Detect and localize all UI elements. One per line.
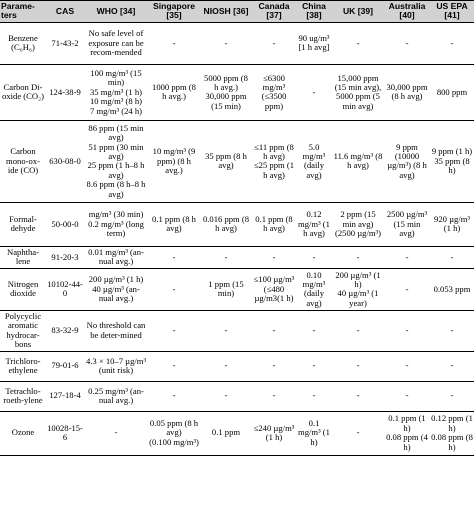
table-cell: 15,000 ppm (15 min avg), 5000 ppm (5 min avg) — [334, 72, 382, 111]
table-cell: - — [272, 325, 276, 336]
table-cell: 0.053 ppm — [433, 283, 471, 294]
table-cell: 90 ug/m³ [1 h avg] — [298, 32, 330, 53]
table-cell: 5.0 mg/m³ (daily avg) — [302, 141, 326, 180]
table-row — [0, 64, 474, 120]
table-row — [0, 381, 474, 411]
column-header: Australia [40] — [384, 1, 430, 23]
table-row — [0, 246, 474, 268]
table-cell: 127-18-4 — [49, 390, 81, 401]
table-cell: - — [405, 390, 409, 401]
table-cell: - — [172, 360, 176, 371]
table-cell: 0.12 ppm (1 h) 0.08 ppm (8 h) — [431, 413, 473, 452]
table-row — [0, 268, 474, 310]
table-row — [0, 202, 474, 246]
table-cell: - — [172, 325, 176, 336]
column-header: UK [39] — [332, 1, 384, 23]
table-cell: - — [272, 251, 276, 262]
table-cell: 1 ppm (15 min) — [208, 278, 244, 299]
table-cell: 83-32-9 — [51, 325, 79, 336]
table-cell: - — [356, 360, 360, 371]
table-cell: - — [450, 360, 454, 371]
table-cell: 1000 ppm (8 h avg.) — [152, 81, 196, 102]
table-cell: - — [356, 37, 360, 48]
table-cell: - — [312, 251, 316, 262]
table-cell: - — [224, 37, 228, 48]
table-cell: - — [450, 251, 454, 262]
parameter-cell: Carbon Di-oxide (CO₂) — [2, 81, 44, 102]
column-header: US EPA [41] — [430, 1, 474, 23]
table-cell: - — [405, 360, 409, 371]
table-cell: 0.10 mg/m³ (daily avg) — [302, 269, 326, 308]
parameter-cell: Trichloro-ethylene — [5, 355, 41, 376]
table-cell: - — [405, 37, 409, 48]
column-header: Singapore [35] — [148, 1, 200, 23]
table-cell: 86 ppm (15 min avg) 51 ppm (30 min avg) 25 ppm (1 h–8 h avg) 8.6 ppm (8 h–8 h avg) — [86, 122, 146, 199]
parameter-cell: Formal-dehyde — [9, 213, 37, 234]
table-cell: 91-20-3 — [51, 251, 79, 262]
table-cell: - — [172, 37, 176, 48]
parameter-cell: Tetrachlo-roeth-ylene — [3, 385, 43, 406]
table-cell: 10 mg/m³ (9 ppm) (8 h avg.) — [152, 146, 196, 176]
table-cell: 200 µg/m³ (1 h) 40 µg/m³ (an-nual avg.) — [88, 274, 144, 304]
table-cell: 0.25 mg/m³ (an-nual avg.) — [88, 385, 144, 406]
table-cell: 9 ppm (1 h) 35 ppm (8 h) — [431, 146, 473, 176]
parameter-cell: Carbon mono-ox-ide (CO) — [6, 146, 40, 176]
table-cell: - — [356, 325, 360, 336]
table-cell: 0.1 ppm (8 h avg) — [255, 213, 293, 234]
table-row — [0, 22, 474, 64]
table-cell: - — [356, 390, 360, 401]
table-cell: 0.05 ppm (8 h avg) (0.100 mg/m³) — [149, 418, 199, 447]
table-cell: 0.1 ppm (8 h avg) — [152, 213, 196, 234]
table-cell: 79-01-6 — [51, 360, 79, 371]
table-row — [0, 411, 474, 455]
table-cell: 800 ppm — [436, 86, 468, 97]
table-cell: No threshold can be deter-mined — [86, 320, 146, 340]
table-cell: - — [450, 37, 454, 48]
table-cell: 71-43-2 — [51, 37, 79, 48]
table-cell: 10028-15-6 — [47, 422, 83, 443]
table-cell: 4.3 × 10–7 µg/m³ (unit risk) — [85, 355, 147, 376]
table-cell: 124-38-9 — [49, 86, 81, 97]
table-cell: No safe level of exposure can be recom-mended — [88, 28, 144, 58]
table-cell: 0.01 mg/m³ (an-nual avg.) — [88, 246, 144, 267]
table-cell: - — [312, 86, 316, 97]
table-cell: 5000 ppm (8 h avg.) 30,000 ppm (15 min) — [204, 72, 248, 111]
table-cell: 35 ppm (8 h avg) — [205, 150, 247, 171]
table-cell: - — [224, 390, 228, 401]
table-cell: mg/m³ (30 min) 0.2 mg/m³ (long term) — [88, 209, 144, 239]
table-cell: 0.016 ppm (8 h avg) — [202, 213, 250, 234]
column-header: Parame- ters — [0, 1, 46, 23]
table-cell: - — [224, 360, 228, 371]
table-cell: - — [450, 390, 454, 401]
table-cell: 0.1 ppm — [211, 427, 241, 438]
table-cell: 50-00-0 — [51, 218, 79, 229]
table-cell: - — [172, 283, 176, 294]
table-cell: ≤100 µg/m³ (≤480 µg/m3(1 h) — [253, 274, 295, 304]
table-row — [0, 351, 474, 381]
table-cell: - — [272, 390, 276, 401]
table-cell: - — [312, 325, 316, 336]
table-cell: ≤240 µg/m³ (1 h) — [253, 422, 295, 443]
parameter-cell: Nitrogen dioxide — [7, 278, 39, 299]
table-cell: - — [172, 251, 176, 262]
table-cell: 920 µg/m³ (1 h) — [434, 213, 470, 234]
table-cell: - — [272, 37, 276, 48]
table-cell: - — [405, 251, 409, 262]
table-cell: 0.1 ppm (1 h) 0.08 ppm (4 h) — [386, 413, 428, 452]
table-cell: ≤6300 mg/m³ (≤3500 ppm) — [261, 72, 287, 111]
table-cell: 11.6 mg/m³ (8 h avg) — [333, 150, 383, 171]
table-cell: 2500 µg/m³ (15 min avg) — [386, 209, 428, 239]
table-body — [0, 22, 474, 455]
parameter-cell: Polycyclic aromatic hydrocar-bons — [4, 310, 42, 350]
table-cell: 30,000 ppm (8 h avg) — [386, 81, 428, 102]
table-cell: 0.12 mg/m³ (1 h avg) — [298, 209, 330, 239]
table-cell: 200 µg/m³ (1 h) 40 µg/m³ (1 year) — [335, 269, 381, 308]
column-header: CAS — [46, 1, 84, 23]
table-cell: 0.1 mg/m³ (1 h) — [298, 418, 330, 447]
table-cell: - — [172, 390, 176, 401]
parameter-cell: Naphtha-lene — [7, 246, 39, 267]
parameter-cell: Ozone — [11, 427, 35, 438]
table-cell: 2 ppm (15 min avg) (2500 µg/m³) — [335, 209, 381, 239]
table-row — [0, 120, 474, 202]
table-cell: - — [356, 251, 360, 262]
table-cell: - — [356, 427, 360, 438]
table-cell: 9 ppm (10000 µg/m³) (8 h avg) — [387, 141, 427, 180]
table-cell: ≤11 ppm (8 h avg) ≤25 ppm (1 h avg) — [253, 141, 295, 180]
table-cell: - — [224, 325, 228, 336]
table-cell: - — [224, 251, 228, 262]
table-cell: - — [405, 283, 409, 294]
column-header: NIOSH [36] — [200, 1, 252, 23]
table-cell: - — [114, 427, 118, 438]
column-header: Canada [37] — [252, 1, 296, 23]
table-cell: - — [405, 325, 409, 336]
column-header: WHO [34] — [84, 1, 148, 23]
table-row — [0, 310, 474, 351]
table-cell: - — [312, 360, 316, 371]
table-cell: - — [312, 390, 316, 401]
table-cell: 630-08-0 — [49, 155, 81, 166]
table-cell: 100 mg/m³ (15 min) 35 mg/m³ (1 h) 10 mg/m³ (8 h) 7 mg/m³ (24 h) — [90, 67, 142, 116]
table-cell: - — [450, 325, 454, 336]
table-cell: - — [272, 360, 276, 371]
header-row — [0, 1, 474, 23]
parameter-cell: Benzene (C₆H₆) — [8, 32, 38, 53]
table-cell: 10102-44-0 — [47, 278, 83, 299]
column-header: China [38] — [296, 1, 332, 23]
